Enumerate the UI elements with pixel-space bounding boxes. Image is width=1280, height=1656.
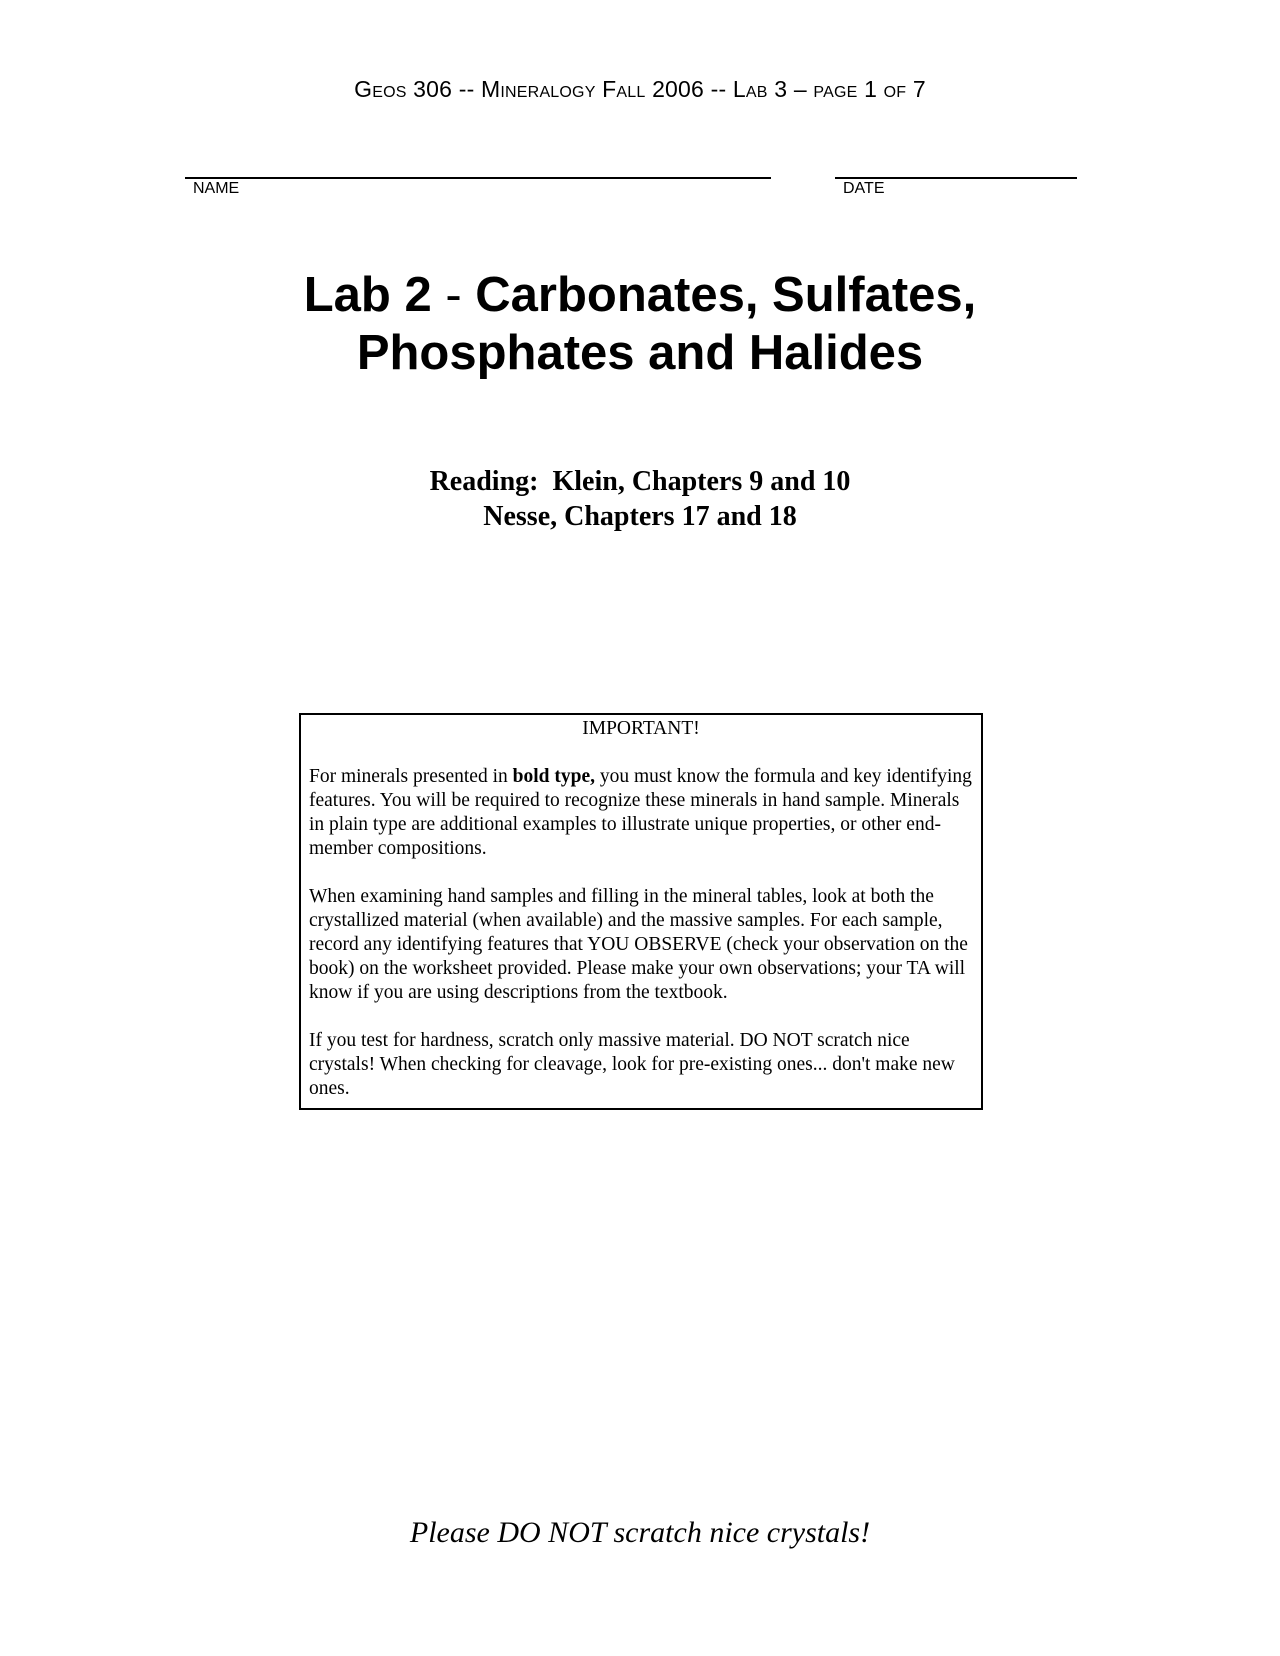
- footer-note: Please DO NOT scratch nice crystals!: [409, 1516, 871, 1549]
- document-title: [0, 266, 1280, 382]
- title-topic: Carbonates, Sulfates,: [475, 268, 977, 322]
- reading-line-1: Reading: Klein, Chapters 9 and 10: [429, 466, 851, 497]
- reading-assignment: [0, 464, 1280, 534]
- title-line-2: Phosphates and Halides: [356, 326, 924, 380]
- date-line: [835, 177, 1077, 179]
- title-line-1: [0, 266, 1280, 324]
- important-paragraph-1: [309, 765, 973, 861]
- important-box: [299, 713, 983, 1110]
- important-paragraph-2: When examining hand samples and filling in the mineral tables, look at both the crystallized material (when available) and the massive samples. For each sample, record any identifying features that YOU OBSERVE (check your observation on the book) on the worksheet provided. Please make your own observations; your TA will know if you are using descriptions from the textbook.: [309, 886, 968, 1003]
- p1-bold-text: bold type,: [512, 766, 595, 787]
- page-header: Geos 306 -- Mineralogy Fall 2006 -- Lab 3 – page 1 of 7: [354, 76, 926, 102]
- p1-text-before: For minerals presented in: [309, 766, 513, 787]
- date-label: DATE: [843, 180, 885, 197]
- title-dash: -: [431, 268, 476, 322]
- name-label: NAME: [193, 180, 240, 197]
- title-lab: Lab 2: [303, 268, 432, 322]
- important-paragraph-3: If you test for hardness, scratch only massive material. DO NOT scratch nice crystals! When checking for cleavage, look for pre-existing ones... don't make new ones.: [309, 1030, 955, 1099]
- p1-text-after: you must know the formula and key identifying features. You will be required to recognize these minerals in hand sample. Minerals in plain type are additional examples to illustrate unique properties, or other end-member compositions.: [309, 766, 972, 859]
- name-line: [185, 177, 771, 179]
- reading-line-2: Nesse, Chapters 17 and 18: [483, 501, 797, 532]
- important-title: IMPORTANT!: [582, 718, 700, 739]
